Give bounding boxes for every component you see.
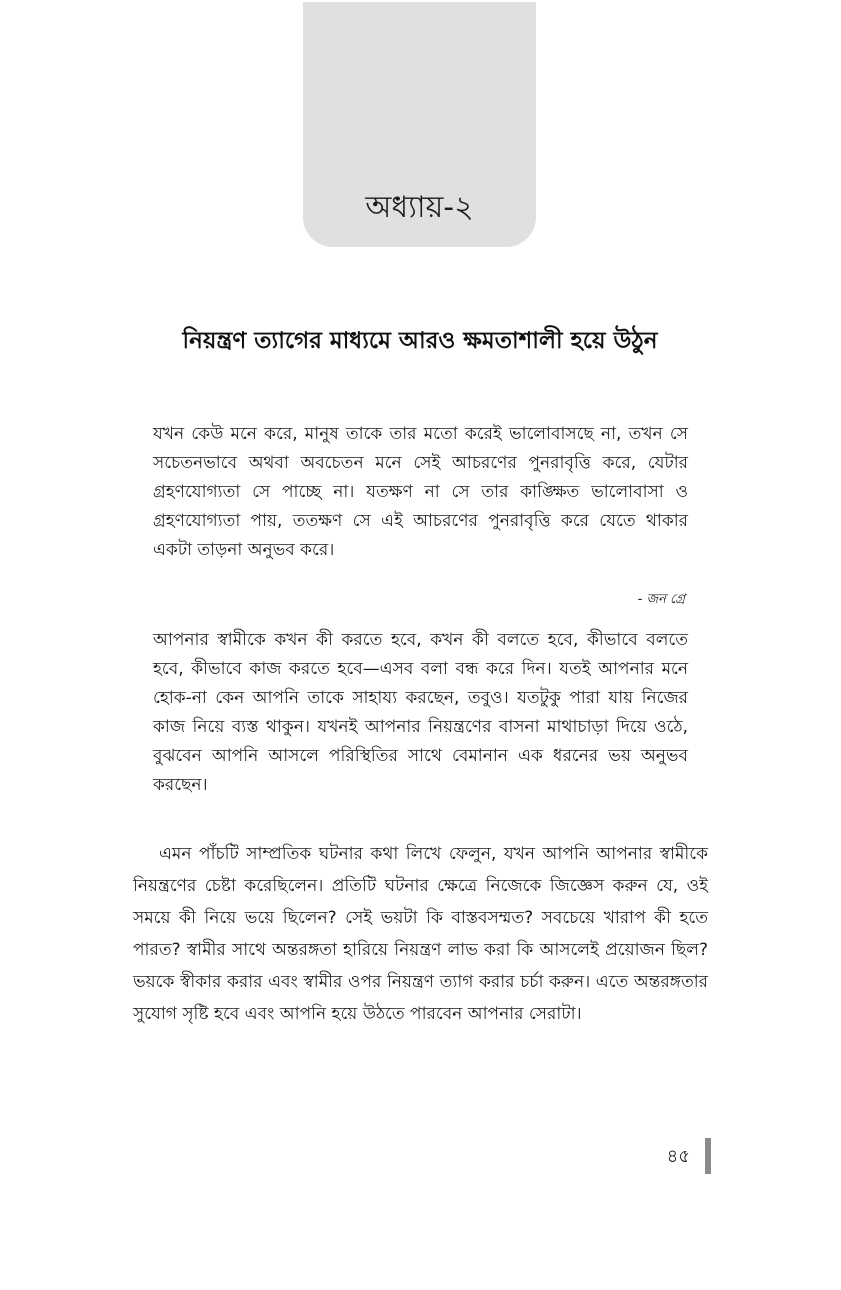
quote-text: যখন কেউ মনে করে, মানুষ তাকে তার মতো করেই ভালোবাসছে না, তখন সে সচেতনভাবে অথবা অবচেতন মনে সেই আচরণের পুনরাবৃত্তি করে, যেটার গ্রহণযোগ্যতা সে পাচ্ছে না। যতক্ষণ না সে তার কাঙ্ক্ষিত ভালোবাসা ও গ্রহণযোগ্যতা পায়, ততক্ষণ সে এই আচরণের পুনরাবৃত্তি করে যেতে থাকার একটা তাড়না অনুভব করে। (153, 424, 688, 560)
advice-paragraph (153, 626, 688, 800)
exercise-text: এমন পাঁচটি সাম্প্রতিক ঘটনার কথা লিখে ফেলুন, যখন আপনি আপনার স্বামীকে নিয়ন্ত্রণের চেষ্টা করেছিলেন। প্রতিটি ঘটনার ক্ষেত্রে নিজেকে জিজ্ঞেস করুন যে, ওই সময়ে কী নিয়ে ভয়ে ছিলেন? সেই ভয়টা কি বাস্তবসম্মত? সবচেয়ে খারাপ কী হতে পারত? স্বামীর সাথে অন্তরঙ্গতা হারিয়ে নিয়ন্ত্রণ লাভ করা কি আসলেই প্রয়োজন ছিল? ভয়কে স্বীকার করার এবং স্বামীর ওপর নিয়ন্ত্রণ ত্যাগ করার চর্চা করুন। এতে অন্তরঙ্গতার সুযোগ সৃষ্টি হবে এবং আপনি হয়ে উঠতে পারবেন আপনার সেরাটা। (133, 844, 708, 1024)
page-number-bar (705, 1138, 711, 1174)
chapter-title: নিয়ন্ত্রণ ত্যাগের মাধ্যমে আরও ক্ষমতাশালী হয়ে উঠুন (182, 328, 658, 355)
exercise-paragraph (133, 838, 708, 1030)
quote-attribution: - জন গ্রে (637, 592, 685, 607)
chapter-tab (303, 2, 536, 247)
epigraph-quote (153, 420, 688, 565)
page-number: ৪৫ (666, 1146, 690, 1167)
chapter-label: অধ্যায়-২ (365, 190, 474, 225)
advice-text: আপনার স্বামীকে কখন কী করতে হবে, কখন কী বলতে হবে, কীভাবে বলতে হবে, কীভাবে কাজ করতে হবে—এসব বলা বন্ধ করে দিন। যতই আপনার মনে হোক-না কেন আপনি তাকে সাহায্য করছেন, তবুও। যতটুকু পারা যায় নিজের কাজ নিয়ে ব্যস্ত থাকুন। যখনই আপনার নিয়ন্ত্রণের বাসনা মাথাচাড়া দিয়ে ওঠে, বুঝবেন আপনি আসলে পরিস্থিতির সাথে বেমানান এক ধরনের ভয় অনুভব করছেন। (153, 630, 688, 795)
